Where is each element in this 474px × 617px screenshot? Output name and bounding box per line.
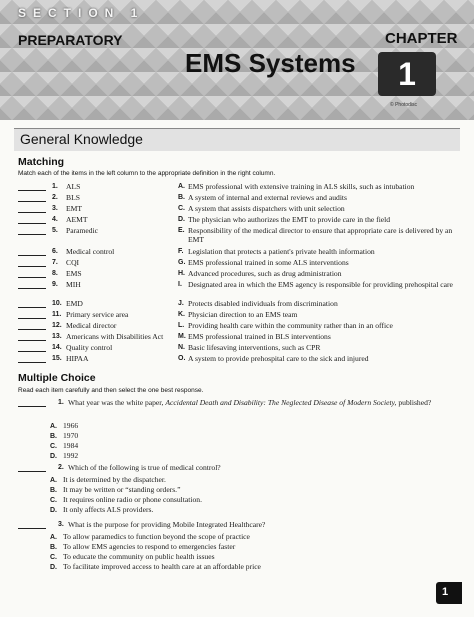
- item-term: Primary service area: [66, 310, 129, 319]
- chapter-word: CHAPTER: [385, 30, 458, 47]
- item-term: Quality control: [66, 343, 113, 352]
- part-label: PREPARATORY: [18, 32, 123, 48]
- item-number: 2.: [52, 194, 58, 201]
- matching-heading: Matching: [18, 156, 65, 168]
- item-term: CQI: [66, 258, 80, 267]
- item-number: 11.: [52, 311, 62, 318]
- question-text: What is the purpose for providing Mobile Integrated Healthcare?: [68, 520, 266, 529]
- answer-option[interactable]: [50, 421, 78, 430]
- question-text: What year was the white paper,: [68, 398, 166, 407]
- option-letter: D.: [50, 453, 57, 460]
- general-knowledge-title: General Knowledge: [20, 131, 143, 147]
- item-number: 15.: [52, 355, 62, 362]
- question-body: [68, 398, 448, 407]
- question-body: [68, 463, 448, 472]
- answer-blank[interactable]: [18, 215, 46, 224]
- item-term: Medical control: [66, 247, 115, 256]
- option-letter: B.: [50, 433, 57, 440]
- question-number: 1.: [58, 399, 64, 406]
- item-number: 1.: [52, 183, 58, 190]
- definition-letter: G.: [178, 259, 186, 266]
- item-number: 10.: [52, 300, 62, 307]
- item-number: 14.: [52, 344, 62, 351]
- answer-option[interactable]: [50, 562, 261, 571]
- answer-option[interactable]: [50, 485, 180, 494]
- definition-letter: F.: [178, 248, 184, 255]
- answer-blank[interactable]: [18, 463, 46, 472]
- option-text: 1992: [63, 451, 79, 460]
- option-letter: A.: [50, 477, 57, 484]
- item-term: AEMT: [66, 215, 88, 224]
- answer-blank[interactable]: [18, 321, 46, 330]
- definition-text: Designated area in which the EMS agency is responsible for providing prehospital care: [188, 280, 453, 289]
- option-text: 1970: [63, 431, 79, 440]
- option-letter: A.: [50, 423, 57, 430]
- answer-blank[interactable]: [18, 398, 46, 407]
- definition-letter: H.: [178, 270, 185, 277]
- definition-text: EMS professional trained in BLS interventions: [188, 332, 331, 341]
- photo-credit: © Photodisc: [390, 102, 418, 108]
- answer-blank[interactable]: [18, 247, 46, 256]
- answer-blank[interactable]: [18, 193, 46, 202]
- answer-option[interactable]: [50, 552, 215, 561]
- item-term: EMD: [66, 299, 83, 308]
- multiple-choice-instructions: Read each item carefully and then select the one best response.: [18, 387, 204, 394]
- matching-instructions: Match each of the items in the left column to the appropriate definition in the right column.: [18, 170, 276, 177]
- question-title-italic: Accidental Death and Disability: The Neglected Disease of Modern Society,: [165, 398, 397, 407]
- option-text: To allow EMS agencies to respond to emergencies faster: [63, 542, 236, 551]
- answer-option[interactable]: [50, 532, 250, 541]
- option-text: It only affects ALS providers.: [63, 505, 154, 514]
- definition-text: Physician direction to an EMS team: [188, 310, 298, 319]
- option-letter: B.: [50, 544, 57, 551]
- answer-option[interactable]: [50, 505, 153, 514]
- answer-blank[interactable]: [18, 269, 46, 278]
- item-term: BLS: [66, 193, 80, 202]
- option-text: 1966: [63, 421, 79, 430]
- definition-letter: E.: [178, 227, 185, 234]
- answer-blank[interactable]: [18, 280, 46, 289]
- answer-blank[interactable]: [18, 258, 46, 267]
- question-body: [68, 520, 448, 529]
- item-term: EMT: [66, 204, 83, 213]
- definition-letter: L.: [178, 322, 185, 329]
- answer-option[interactable]: [50, 495, 202, 504]
- chapter-number: 1: [378, 52, 436, 96]
- general-knowledge-band: [14, 128, 460, 151]
- page-number: 1: [442, 586, 449, 598]
- item-number: 9.: [52, 281, 58, 288]
- option-text: It is determined by the dispatcher.: [63, 475, 166, 484]
- item-number: 12.: [52, 322, 62, 329]
- item-term: ALS: [66, 182, 81, 191]
- question-text-end: published?: [396, 398, 432, 407]
- item-number: 13.: [52, 333, 62, 340]
- item-number: 4.: [52, 216, 58, 223]
- answer-blank[interactable]: [18, 204, 46, 213]
- answer-option[interactable]: [50, 431, 78, 440]
- definition-text: EMS professional with extensive training in ALS skills, such as intubation: [188, 182, 415, 191]
- definition-letter: M.: [178, 333, 186, 340]
- answer-blank[interactable]: [18, 226, 46, 235]
- option-letter: C.: [50, 443, 57, 450]
- definition-letter: D.: [178, 216, 185, 223]
- item-term: HIPAA: [66, 354, 89, 363]
- answer-blank[interactable]: [18, 299, 46, 308]
- definition-text: Responsibility of the medical director to ensure that appropriate care is delivered by an EMT: [188, 226, 453, 244]
- item-term: Paramedic: [66, 226, 99, 235]
- definition-letter: B.: [178, 194, 185, 201]
- option-letter: D.: [50, 507, 57, 514]
- definition-letter: C.: [178, 205, 185, 212]
- option-text: It may be written or “standing orders.”: [63, 485, 181, 494]
- answer-blank[interactable]: [18, 182, 46, 191]
- section-label: SECTION 1: [18, 6, 145, 20]
- item-number: 3.: [52, 205, 58, 212]
- option-text: To educate the community on public health issues: [63, 552, 215, 561]
- item-term: EMS: [66, 269, 82, 278]
- option-text: 1984: [63, 441, 79, 450]
- answer-blank[interactable]: [18, 343, 46, 352]
- option-text: To facilitate improved access to health care at an affordable price: [63, 562, 261, 571]
- definition-letter: N.: [178, 344, 185, 351]
- definition-text: A system that assists dispatchers with unit selection: [188, 204, 345, 213]
- question-number: 2.: [58, 464, 64, 471]
- definition-text: Legislation that protects a patient's private health information: [188, 247, 375, 256]
- chapter-header: [0, 0, 474, 120]
- chapter-title: EMS Systems: [185, 48, 356, 78]
- answer-option[interactable]: [50, 441, 78, 450]
- multiple-choice-heading: Multiple Choice: [18, 372, 96, 384]
- option-text: It requires online radio or phone consultation.: [63, 495, 202, 504]
- answer-option[interactable]: [50, 475, 166, 484]
- definition-letter: I.: [178, 281, 182, 288]
- item-term: Medical director: [66, 321, 117, 330]
- option-letter: B.: [50, 487, 57, 494]
- answer-option[interactable]: [50, 451, 78, 460]
- definition-letter: J.: [178, 300, 184, 307]
- question-text: Which of the following is true of medical control?: [68, 463, 221, 472]
- definition-text: Protects disabled individuals from discrimination: [188, 299, 338, 308]
- option-letter: C.: [50, 497, 57, 504]
- definition-letter: A.: [178, 183, 185, 190]
- item-term: Americans with Disabilities Act: [66, 332, 164, 341]
- answer-blank[interactable]: [18, 520, 46, 529]
- item-number: 7.: [52, 259, 58, 266]
- definition-letter: O.: [178, 355, 186, 362]
- definition-text: A system to provide prehospital care to the sick and injured: [188, 354, 369, 363]
- answer-blank[interactable]: [18, 332, 46, 341]
- item-number: 6.: [52, 248, 58, 255]
- definition-text: The physician who authorizes the EMT to provide care in the field: [188, 215, 391, 224]
- definition-letter: K.: [178, 311, 185, 318]
- page-number-tab: [436, 582, 462, 604]
- answer-blank[interactable]: [18, 310, 46, 319]
- option-letter: D.: [50, 564, 57, 571]
- option-text: To allow paramedics to function beyond the scope of practice: [63, 532, 250, 541]
- question-number: 3.: [58, 521, 64, 528]
- answer-blank[interactable]: [18, 354, 46, 363]
- definition-text: Advanced procedures, such as drug administration: [188, 269, 342, 278]
- item-number: 5.: [52, 227, 58, 234]
- answer-option[interactable]: [50, 542, 235, 551]
- option-letter: C.: [50, 554, 57, 561]
- option-letter: A.: [50, 534, 57, 541]
- definition-text: Providing health care within the community rather than in an office: [188, 321, 393, 330]
- definition-text: Basic lifesaving interventions, such as CPR: [188, 343, 321, 352]
- definition-text: A system of internal and external reviews and audits: [188, 193, 348, 202]
- definition-text: EMS professional trained in some ALS interventions: [188, 258, 349, 267]
- item-number: 8.: [52, 270, 58, 277]
- item-term: MIH: [66, 280, 81, 289]
